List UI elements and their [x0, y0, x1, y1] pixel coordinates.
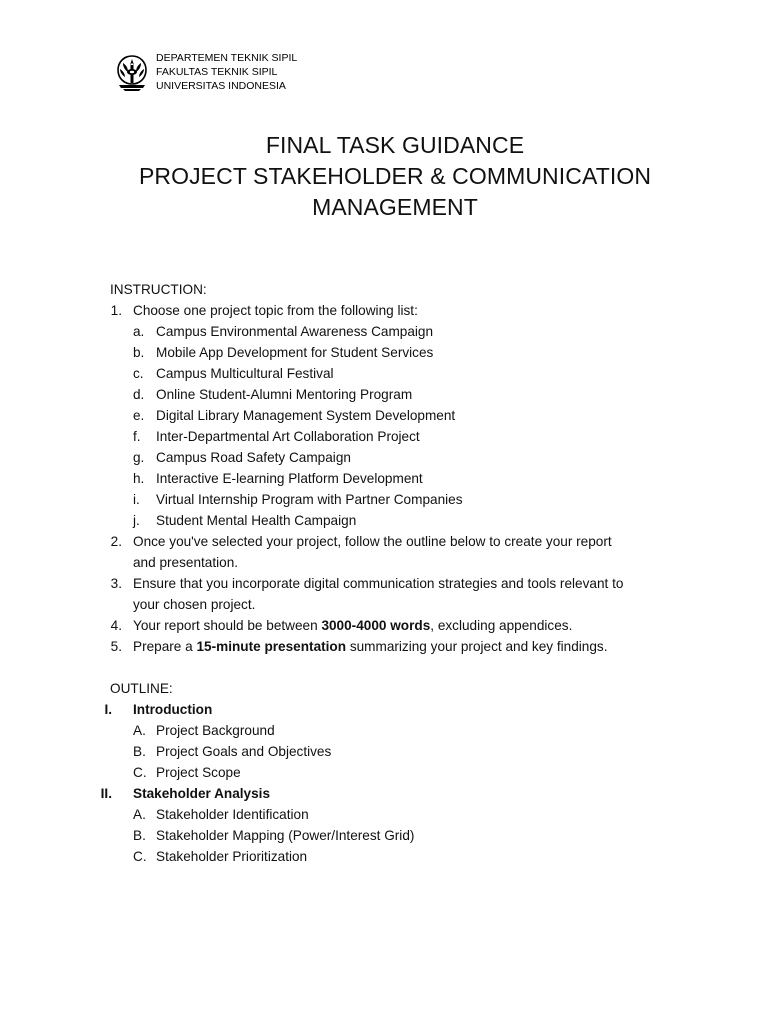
faculty-line: FAKULTAS TEKNIK SIPIL [156, 66, 278, 78]
outline-item [0, 846, 768, 867]
topic-text: Campus Multicultural Festival [156, 366, 334, 381]
list-letter: i. [133, 492, 140, 507]
presentation-emphasis: 15-minute presentation [196, 639, 347, 654]
instruction-heading-row [0, 279, 768, 300]
list-text: Ensure that you incorporate digital communication strategies and tools relevant to [133, 576, 624, 591]
list-number: 1. [110, 303, 122, 318]
list-item-continuation [0, 594, 768, 615]
outline-item [0, 762, 768, 783]
spacer [0, 657, 768, 678]
text-segment: Prepare a [133, 639, 197, 654]
outline-letter: A. [133, 807, 146, 822]
outline-section [0, 699, 768, 720]
topic-text: Campus Road Safety Campaign [156, 450, 351, 465]
list-item [0, 510, 768, 531]
outline-heading-row [0, 678, 768, 699]
list-letter: j. [133, 513, 140, 528]
list-item [0, 489, 768, 510]
list-item [0, 384, 768, 405]
word-count-emphasis: 3000-4000 words [321, 618, 431, 633]
list-item [0, 636, 768, 657]
title-line-3: MANAGEMENT [312, 194, 478, 220]
list-item [0, 615, 768, 636]
list-letter: a. [133, 324, 145, 339]
outline-heading: OUTLINE: [110, 681, 173, 696]
topic-text: Online Student-Alumni Mentoring Program [156, 387, 413, 402]
list-item [0, 573, 768, 594]
list-text: your chosen project. [133, 597, 256, 612]
list-item [0, 531, 768, 552]
section-title: Stakeholder Analysis [133, 786, 270, 801]
text-segment: summarizing your project and key findings. [346, 639, 608, 654]
topic-text: Inter-Departmental Art Collaboration Project [156, 429, 420, 444]
department-line: DEPARTEMEN TEKNIK SIPIL [156, 52, 298, 64]
list-number: 4. [110, 618, 122, 633]
topic-text: Campus Environmental Awareness Campaign [156, 324, 434, 339]
outline-text: Stakeholder Prioritization [156, 849, 308, 864]
topic-text: Mobile App Development for Student Services [156, 345, 434, 360]
outline-item [0, 825, 768, 846]
list-text: and presentation. [133, 555, 239, 570]
list-text: Choose one project topic from the following list: [133, 303, 418, 318]
outline-letter: A. [133, 723, 146, 738]
outline-item [0, 741, 768, 762]
university-logo-icon [110, 50, 154, 94]
outline-text: Stakeholder Identification [156, 807, 309, 822]
institution-name [156, 51, 297, 93]
outline-text: Stakeholder Mapping (Power/Interest Grid) [156, 828, 415, 843]
list-item [0, 426, 768, 447]
outline-text: Project Background [156, 723, 275, 738]
outline-item [0, 720, 768, 741]
list-number: 5. [110, 639, 122, 654]
document-title [0, 130, 768, 223]
title-line-1: FINAL TASK GUIDANCE [265, 132, 525, 158]
outline-section [0, 783, 768, 804]
list-item-continuation [0, 552, 768, 573]
instruction-heading: INSTRUCTION: [110, 282, 207, 297]
list-letter: e. [133, 408, 145, 423]
list-letter: b. [133, 345, 145, 360]
letterhead [110, 50, 297, 94]
outline-letter: C. [133, 849, 147, 864]
list-item [0, 321, 768, 342]
list-letter: f. [133, 429, 141, 444]
section-number: II. [100, 786, 112, 801]
list-item [0, 300, 768, 321]
title-line-2: PROJECT STAKEHOLDER & COMMUNICATION [138, 163, 652, 189]
section-number: I. [104, 702, 112, 717]
list-number: 3. [110, 576, 122, 591]
outline-text: Project Goals and Objectives [156, 744, 332, 759]
list-text: Once you've selected your project, follow the outline below to create your report [133, 534, 612, 549]
university-line: UNIVERSITAS INDONESIA [156, 80, 286, 92]
list-text [133, 636, 607, 657]
topic-text: Student Mental Health Campaign [156, 513, 357, 528]
list-letter: d. [133, 387, 145, 402]
outline-letter: B. [133, 744, 146, 759]
topic-text: Interactive E-learning Platform Development [156, 471, 423, 486]
list-item [0, 468, 768, 489]
list-number: 2. [110, 534, 122, 549]
outline-letter: B. [133, 828, 146, 843]
section-title: Introduction [133, 702, 213, 717]
list-letter: c. [133, 366, 144, 381]
text-segment: Your report should be between [133, 618, 322, 633]
text-segment: , excluding appendices. [430, 618, 573, 633]
list-item [0, 342, 768, 363]
list-item [0, 447, 768, 468]
list-letter: h. [133, 471, 145, 486]
outline-text: Project Scope [156, 765, 241, 780]
document-body [0, 279, 768, 867]
list-letter: g. [133, 450, 145, 465]
outline-letter: C. [133, 765, 147, 780]
list-item [0, 405, 768, 426]
list-text [133, 615, 572, 636]
topic-text: Virtual Internship Program with Partner Companies [156, 492, 463, 507]
topic-text: Digital Library Management System Development [156, 408, 456, 423]
outline-item [0, 804, 768, 825]
list-item [0, 363, 768, 384]
